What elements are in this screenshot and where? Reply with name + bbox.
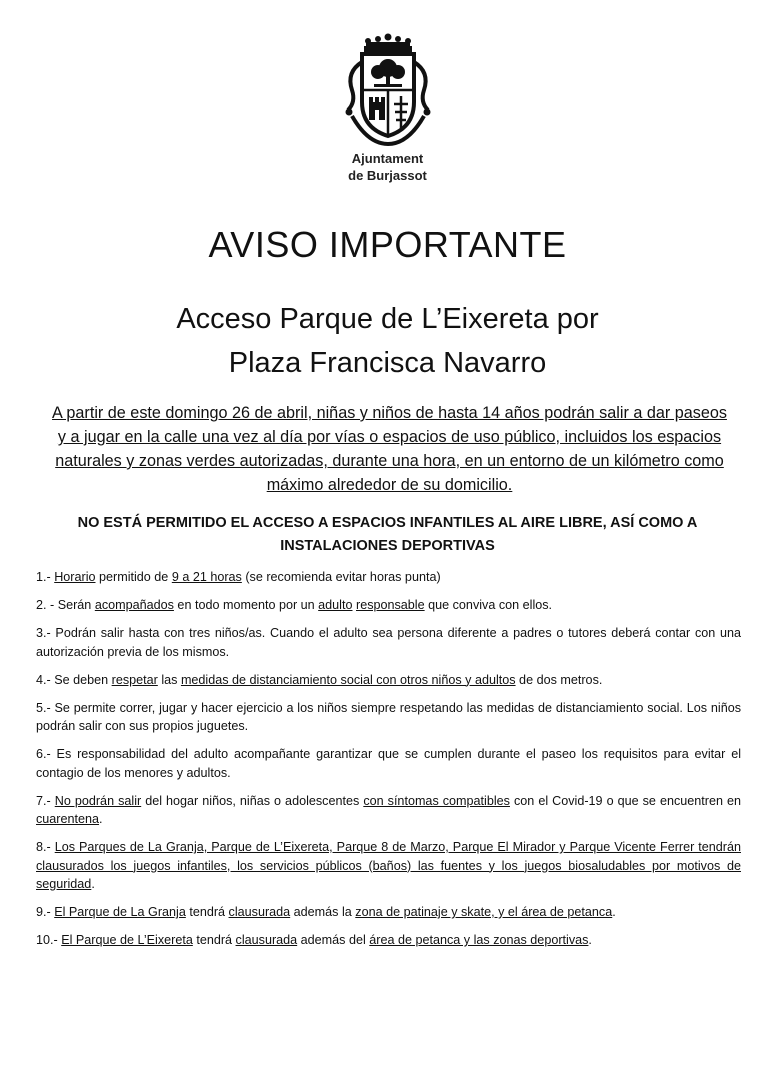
warning-line-1: NO ESTÁ PERMITIDO EL ACCESO A ESPACIOS INFANTILES AL AIRE LIBRE, ASÍ COMO A [77,515,698,531]
rule-segment: tendrá [192,933,236,947]
warning-heading [40,512,735,558]
rule-segment: medidas de distanciamiento social con otros niños y adultos [180,672,516,687]
rule-segment: 8.- [36,840,55,854]
page-title: AVISO IMPORTANTE [208,224,567,265]
rule-segment: 5.- Se permite correr, jugar y hacer ejercicio a los niños siempre respetando las medidas de distanciamiento social. Los niños podrán salir con sus propios juguetes. [36,700,741,733]
rule-segment: 4.- Se deben [36,672,112,687]
rule-item-6 [36,745,741,782]
rule-segment: . [99,812,103,826]
rule-segment: 1.- [36,570,55,584]
coat-of-arms-seal-icon [338,32,438,150]
rule-segment: las [157,672,181,687]
rule-segment: 7.- [36,793,55,808]
rule-segment: . [91,877,95,891]
rule-segment: 10.- [36,933,62,947]
municipal-logo [330,32,445,184]
rule-item-7 [36,792,741,829]
rule-item-1 [36,568,741,587]
rule-segment: 9.- [36,905,55,919]
rule-segment: en todo momento por un [173,598,319,612]
rule-segment: área de petanca y las zonas deportivas [369,933,589,947]
rule-segment: 9 a 21 horas [171,570,242,584]
rule-segment: . [612,905,616,919]
rules-list [36,568,741,959]
page-subtitle [0,297,775,385]
rule-segment: No podrán salir [54,793,142,808]
rule-item-10 [36,931,741,950]
warning-line-2: INSTALACIONES DEPORTIVAS [280,538,495,554]
rule-item-3 [36,624,741,661]
rule-item-8 [36,838,741,894]
subtitle-line-2: Plaza Francisca Navarro [228,347,547,379]
rule-segment: además del [297,933,370,947]
rule-item-9 [36,903,741,922]
org-name-line1: Ajuntament [351,151,424,166]
rule-segment: con el Covid-19 o que se encuentren en [509,793,742,808]
rule-segment: (se recomienda evitar horas punta) [241,570,441,584]
rule-segment: clausurada [235,933,298,947]
rule-segment: además la [290,905,356,919]
rule-segment: 3.- Podrán salir hasta con tres niños/as. Cuando el adulto sea persona diferente a padres o tutores deberá contar con una autorización previa de los mismos. [36,626,741,659]
rule-segment: respetar [111,672,158,687]
rule-segment: El Parque de La Granja [54,905,186,919]
org-name-line2: de Burjassot [348,168,427,183]
rule-segment: que conviva con ellos. [424,598,553,612]
subtitle-line-1: Acceso Parque de L’Eixereta por [176,303,599,335]
rule-segment: con síntomas compatibles [363,793,510,808]
rule-segment: zona de patinaje y skate, y el área de petanca [355,905,613,919]
rule-item-2 [36,596,741,615]
rule-segment: clausurada [228,905,291,919]
rule-segment: de dos metros. [515,672,603,687]
rule-segment: responsable [356,598,425,612]
rule-segment: del hogar niños, niñas o adolescentes [141,793,364,808]
rule-segment: Horario [54,570,96,584]
rule-segment: El Parque de L’Eixereta [61,933,193,947]
intro-paragraph: A partir de este domingo 26 de abril, niñas y niños de hasta 14 años podrán salir a dar paseos y a jugar en la calle una vez al día por vías o espacios de uso público, incluidos los espacios naturales y zonas verdes autorizadas, durante una hora, en un entorno de un kilómetro como máximo alrededor de su domicilio. [52,404,727,494]
rule-segment: permitido de [95,570,172,584]
rule-segment: tendrá [185,905,229,919]
rule-segment: 6.- Es responsabilidad del adulto acompañante garantizar que se cumplen durante el paseo los requisitos para evitar el contagio de los menores y adultos. [36,747,741,780]
rule-segment: acompañados [94,598,174,612]
rule-item-4 [36,671,741,690]
rule-segment: 2. - Serán [36,598,95,612]
rule-segment: adulto [318,598,353,612]
rule-item-5 [36,699,741,736]
rule-segment: cuarentena [36,812,100,826]
rule-segment: Los Parques de La Granja, Parque de L’Eixereta, Parque 8 de Marzo, Parque El Mirador y Parque Vicente Ferrer tendrán clausurados los juegos infantiles, los servicios públicos (baños) las fuentes y los juegos biosaludables por motivos de seguridad [36,840,741,891]
rule-segment: . [588,933,592,947]
